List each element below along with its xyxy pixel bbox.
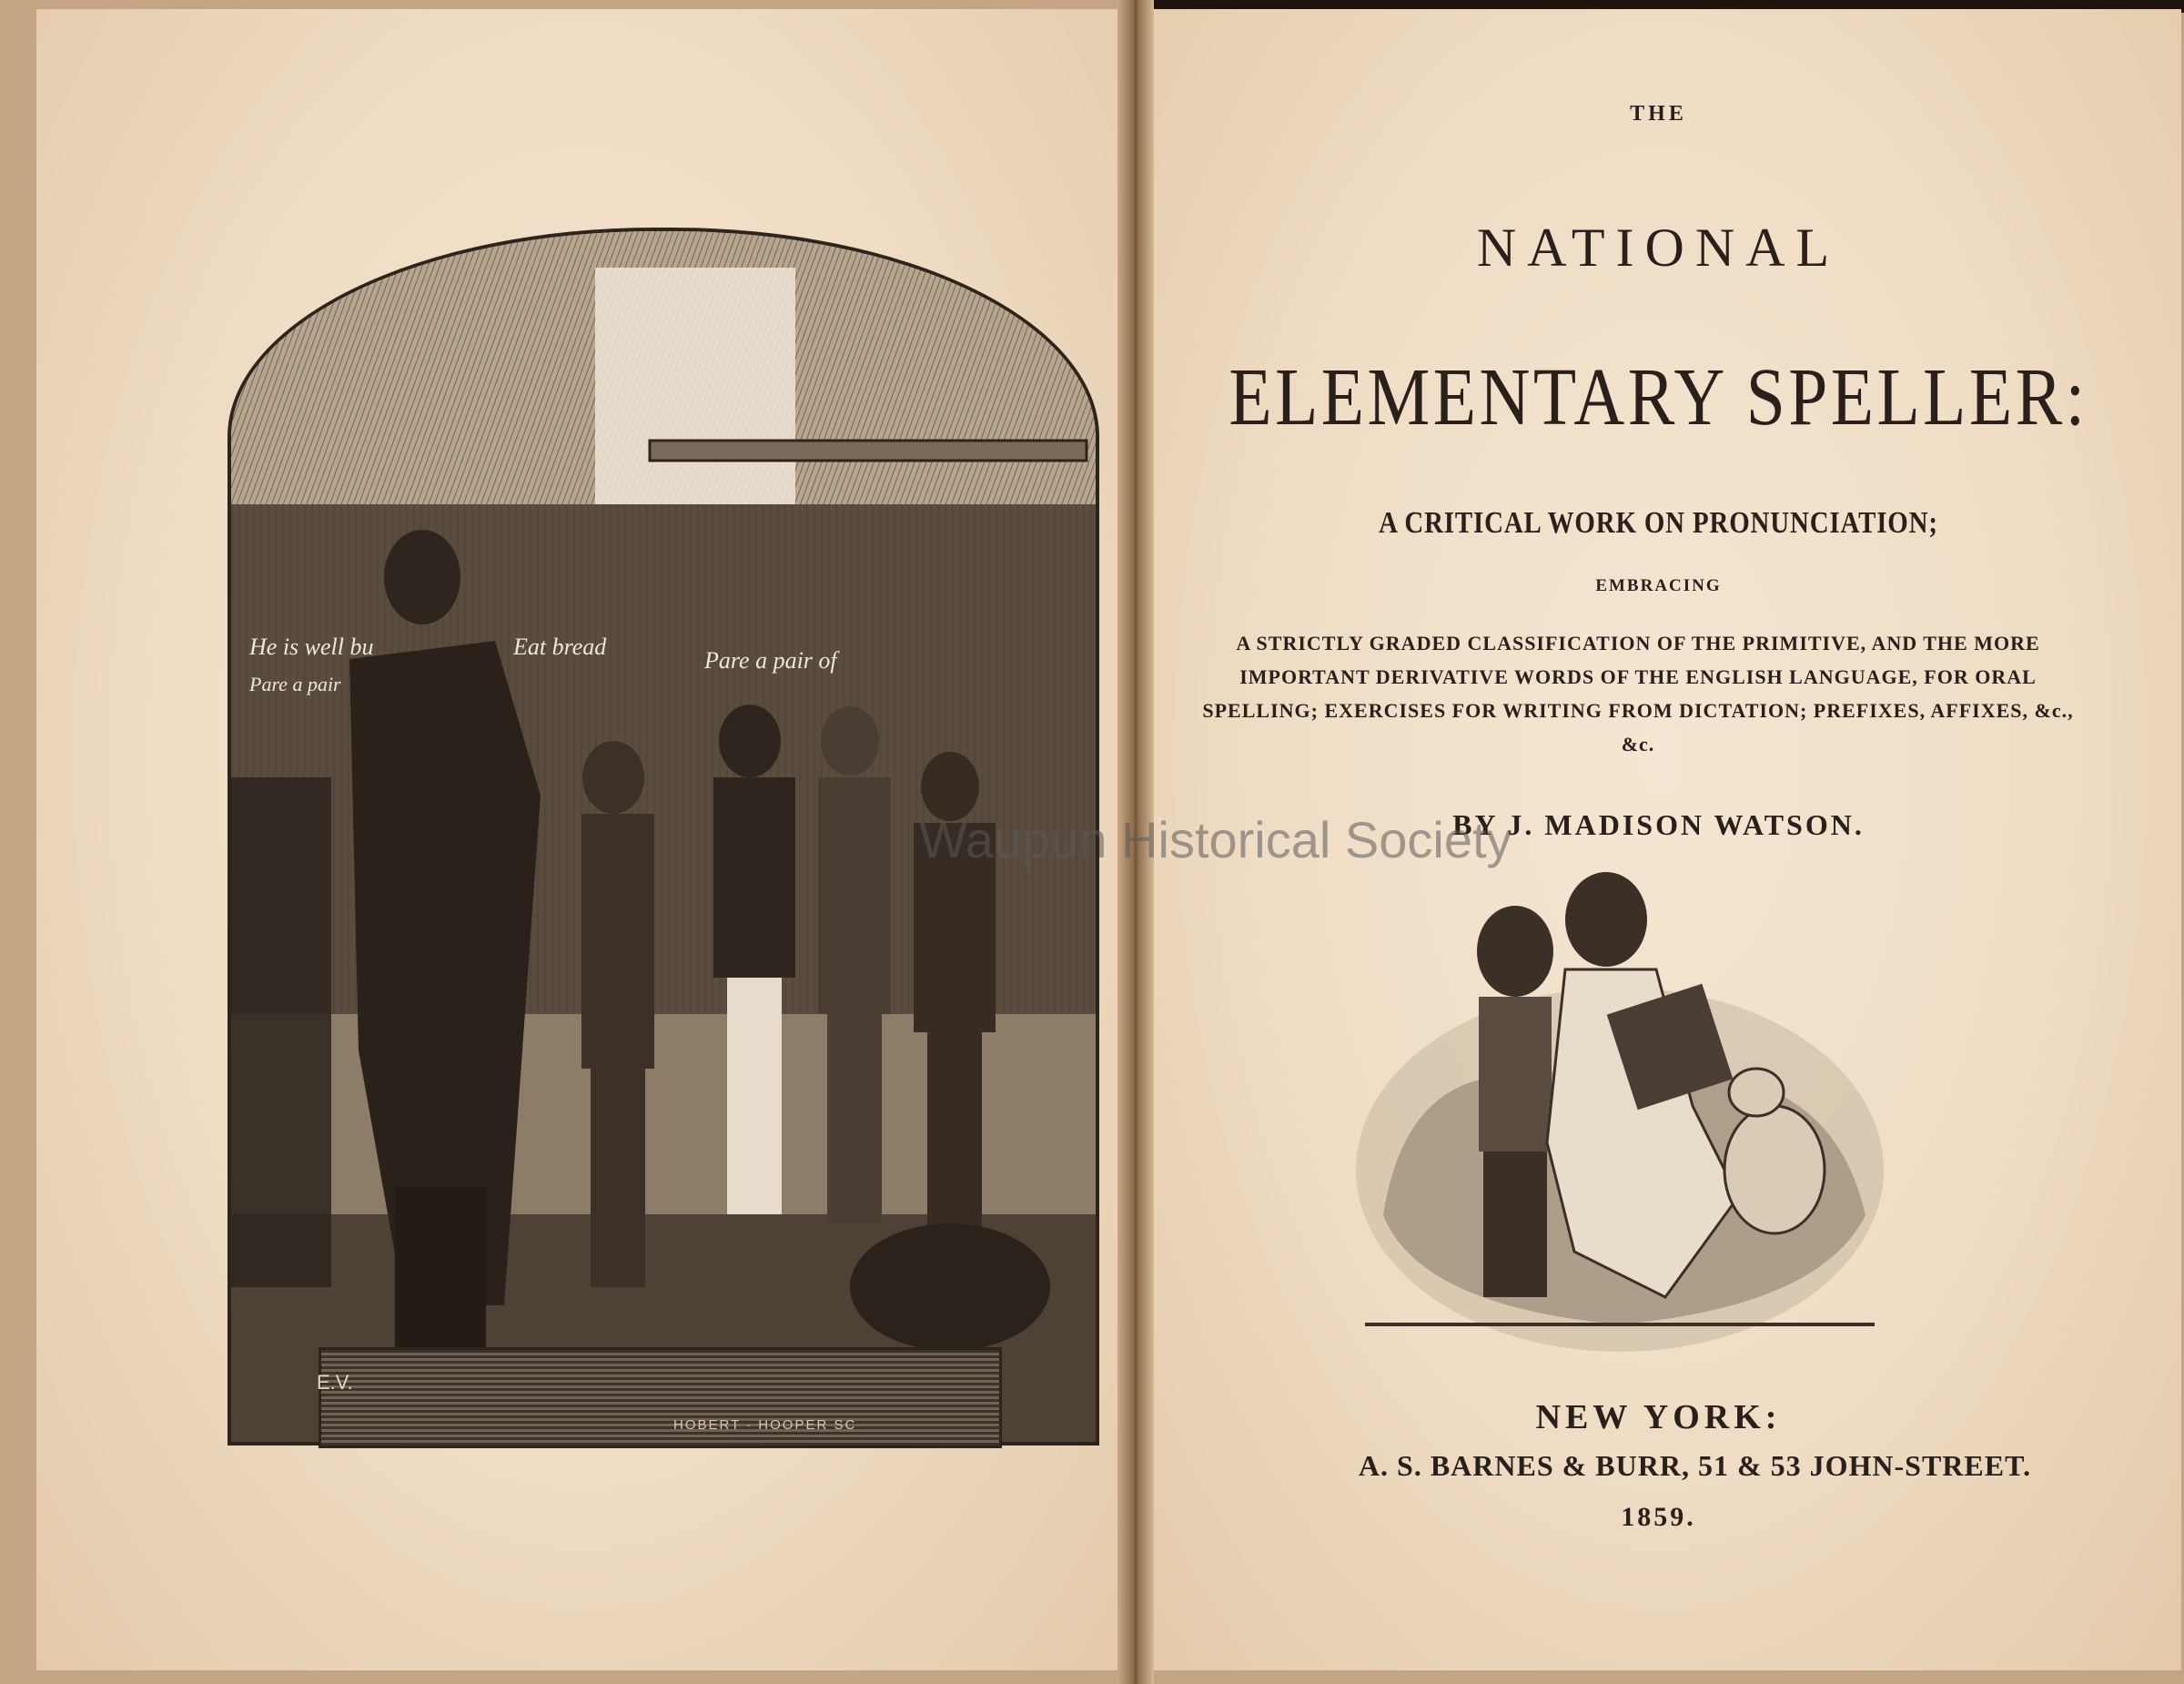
embracing-label: EMBRACING bbox=[1595, 576, 1722, 595]
engraver-name: HOBERT · HOOPER SC bbox=[673, 1417, 857, 1433]
title-the: THE bbox=[1630, 102, 1687, 126]
main-title: ELEMENTARY SPELLER: bbox=[1228, 352, 2088, 442]
chalkboard-text-2: Pare a pair bbox=[249, 673, 341, 695]
children-vignette-illustration bbox=[1347, 869, 1893, 1365]
publication-year: 1859. bbox=[1621, 1502, 1696, 1532]
description-text: A STRICTLY GRADED CLASSIFICATION OF THE PRIMITIVE, AND THE MORE IMPORTANT DERIVATIVE WORDS OF THE ENGLISH LANGUAGE, FOR ORAL SPELLING; EXERCISES FOR WRITING FROM DICTATION; PREFIXES, AFFIXES, &c., &c. bbox=[1202, 632, 2074, 756]
chalkboard-text-3: Eat bread bbox=[513, 634, 607, 660]
chalkboard-text-1: He is well bu bbox=[249, 634, 374, 660]
engraving-plinth bbox=[318, 1347, 1002, 1448]
chalkboard-text-4: Pare a pair of bbox=[704, 647, 837, 674]
engraver-signature: E.V. bbox=[317, 1371, 353, 1394]
subtitle: A CRITICAL WORK ON PRONUNCIATION; bbox=[1379, 506, 1938, 540]
title-national: NATIONAL bbox=[1476, 218, 1841, 278]
watermark: Waupun Historical Society bbox=[919, 811, 1512, 868]
author-line: BY J. MADISON WATSON. bbox=[1452, 808, 1865, 841]
publication-city: NEW YORK: bbox=[1535, 1398, 1782, 1436]
publisher-line: A. S. BARNES & BURR, 51 & 53 JOHN-STREET. bbox=[1358, 1449, 2032, 1482]
